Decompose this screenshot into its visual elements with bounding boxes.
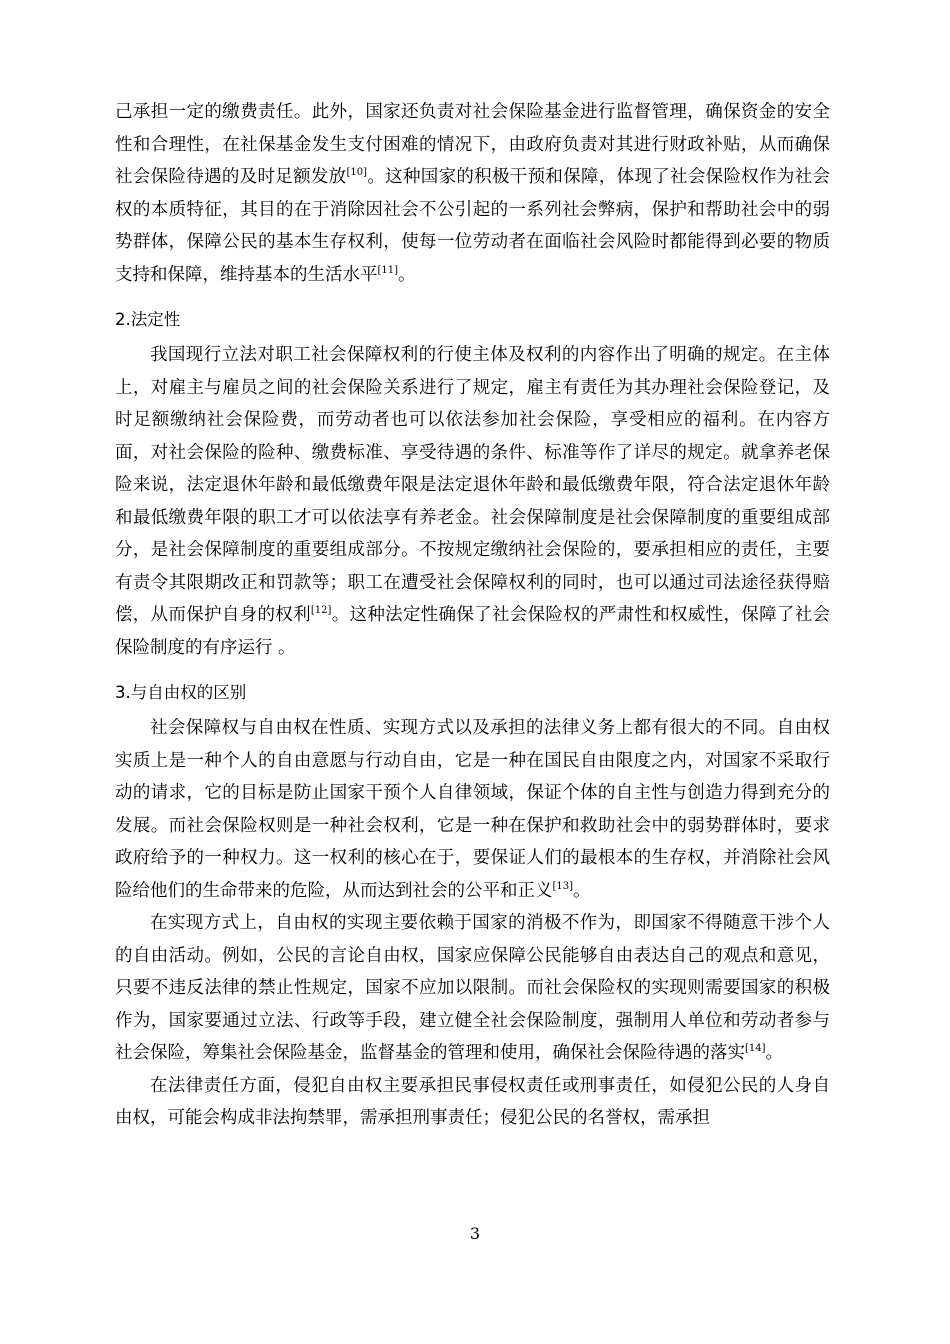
document-body xyxy=(115,96,830,1135)
citation-ref: [11] xyxy=(377,264,399,276)
section-heading-freedom-rights: 3.与自由权的区别 xyxy=(115,683,247,702)
paragraph-text: 。这种法定性确保了社会保险权的严肃性和权威性，保障了社会保险制度的有序运行 。 xyxy=(115,605,830,658)
paragraph-3 xyxy=(115,712,830,907)
citation-ref: [10] xyxy=(346,167,368,179)
paragraph-4 xyxy=(115,907,830,1070)
paragraph-text: 在实现方式上，自由权的实现主要依赖于国家的消极不作为，即国家不得随意干涉个人的自由活动。例如，公民的言论自由权，国家应保障公民能够自由表达自己的观点和意见，只要不违反法律的禁止性规定，国家不应加以限制。而社会保险权的实现则需要国家的积极作为，国家要通过立法、行政等手段，建立健全社会保险制度，强制用人单位和劳动者参与社会保险，筹集社会保险基金，监督基金的管理和使用，确保社会保险待遇的落实 xyxy=(115,913,830,1063)
page-number: 3 xyxy=(469,1224,481,1243)
paragraph-1 xyxy=(115,96,830,291)
paragraph-text: 我国现行立法对职工社会保障权利的行使主体及权利的内容作出了明确的规定。在主体上，对雇主与雇员之间的社会保险关系进行了规定，雇主有责任为其办理社会保险登记，及时足额缴纳社会保险费，而劳动者也可以依法参加社会保险，享受相应的福利。在内容方面，对社会保险的险种、缴费标准、享受待遇的条件、标准等作了详尽的规定。就拿养老保险来说，法定退休年龄和最低缴费年限是法定退休年龄和最低缴费年限，符合法定退休年龄和最低缴费年限的职工才可以依法享有养老金。社会保障制度是社会保障制度的重要组成部分，是社会保障制度的重要组成部分。不按规定缴纳社会保险的，要承担相应的责任，主要有责令其限期改正和罚款等；职工在遭受社会保障权利的同时，也可以通过司法途径获得赔偿，从而保护自身的权利 xyxy=(115,345,830,625)
citation-ref: [13] xyxy=(552,880,574,892)
section-heading-legality: 2.法定性 xyxy=(115,310,181,329)
paragraph-text: 社会保障权与自由权在性质、实现方式以及承担的法律义务上都有很大的不同。自由权实质上是一种个人的自由意愿与行动自由，它是一种在国民自由限度之内，对国家不采取行动的请求，它的目标是防止国家干预个人自律领域，保证个体的自主性与创造力得到充分的发展。而社会保险权则是一种社会权利，它是一种在保护和救助社会中的弱势群体时，要求政府给予的一种权力。这一权利的核心在于，要保证人们的最根本的生存权，并消除社会风险给他们的生命带来的危险，从而达到社会的公平和正义 xyxy=(115,718,830,901)
paragraph-text: 在法律责任方面，侵犯自由权主要承担民事侵权责任或刑事责任，如侵犯公民的人身自由权，可能会构成非法拘禁罪，需承担刑事责任；侵犯公民的名誉权，需承担 xyxy=(115,1075,830,1128)
paragraph-text: 。这种国家的积极干预和保障，体现了社会保险权作为社会权的本质特征，其目的在于消除因社会不公引起的一系列社会弊病，保护和帮助社会中的弱势群体，保障公民的基本生存权利，使每一位劳动者在面临社会风险时都能得到必要的物质支持和保障，维持基本的生活水平 xyxy=(115,167,831,285)
paragraph-text: 己承担一定的缴费责任。此外，国家还负责对社会保险基金进行监督管理，确保资金的安全性和合理性，在社保基金发生支付困难的情况下，由政府负责对其进行财政补贴，从而确保社会保险待遇的及时足额发放 xyxy=(115,102,830,187)
paragraph-text: 。 xyxy=(398,264,416,285)
citation-ref: [12] xyxy=(310,605,332,617)
paragraph-5 xyxy=(115,1070,830,1135)
paragraph-text: 。 xyxy=(573,880,591,901)
paragraph-2 xyxy=(115,339,830,664)
citation-ref: [14] xyxy=(745,1043,766,1055)
paragraph-text: 。 xyxy=(765,1043,784,1063)
